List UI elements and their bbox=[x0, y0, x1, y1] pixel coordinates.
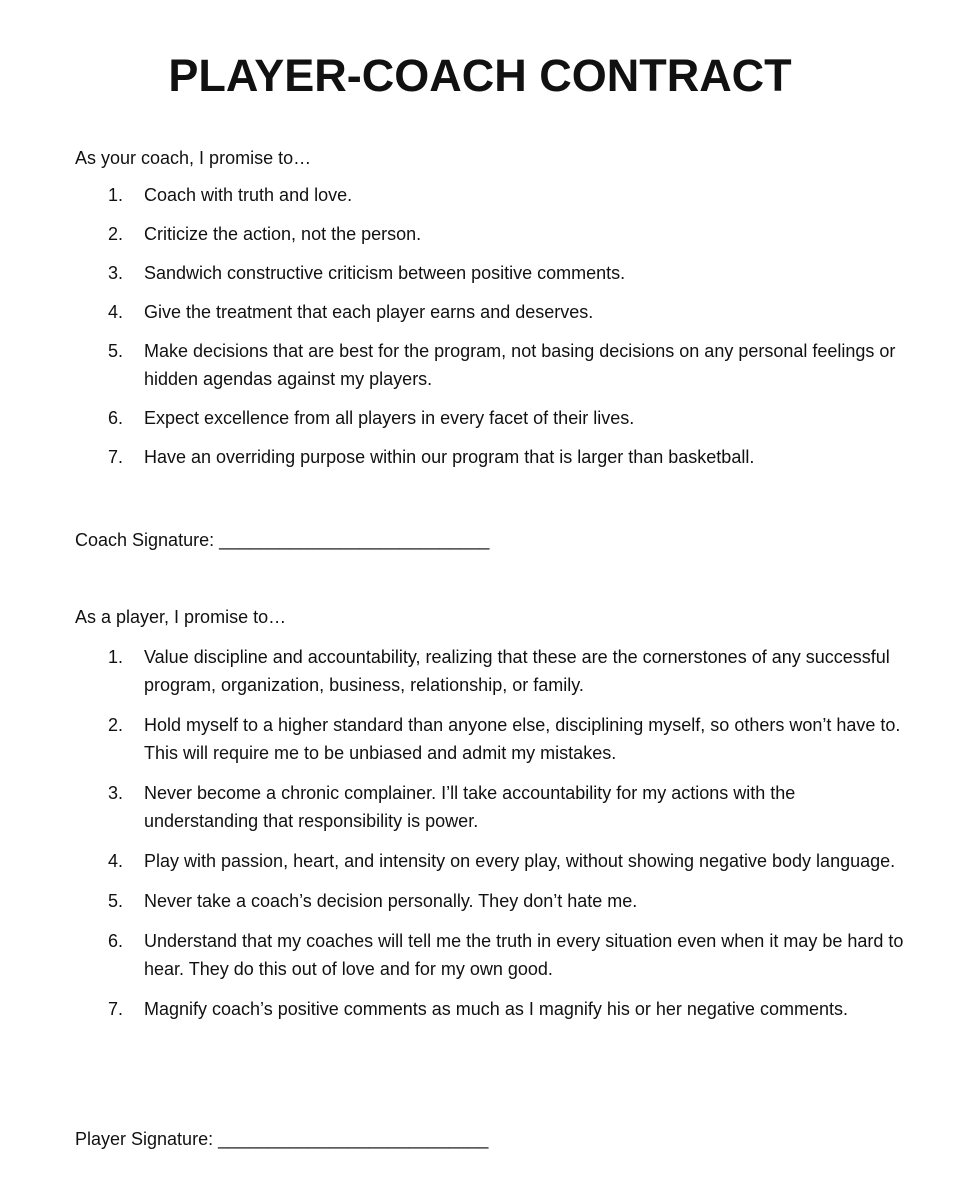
list-text: Never become a chronic complainer. I’ll take accountability for my actions with the understanding that responsibility is power. bbox=[144, 783, 796, 831]
list-text: Coach with truth and love. bbox=[144, 185, 353, 205]
list-item bbox=[108, 259, 908, 287]
list-item bbox=[108, 779, 908, 835]
list-item bbox=[108, 181, 908, 209]
list-text: Never take a coach’s decision personally. They don’t hate me. bbox=[144, 891, 638, 911]
list-item bbox=[108, 220, 908, 248]
list-number: 3. bbox=[108, 783, 124, 803]
list-text: Have an overriding purpose within our program that is larger than basketball. bbox=[144, 447, 755, 467]
list-number: 5. bbox=[108, 891, 124, 911]
list-item bbox=[108, 404, 908, 432]
list-number: 5. bbox=[108, 341, 124, 361]
coach-intro: As your coach, I promise to… bbox=[75, 148, 312, 168]
list-item bbox=[108, 927, 908, 983]
list-item bbox=[108, 995, 908, 1023]
list-number: 6. bbox=[108, 408, 124, 428]
list-item bbox=[108, 443, 908, 471]
list-item bbox=[108, 298, 908, 326]
list-text: Make decisions that are best for the program, not basing decisions on any personal feelings or hidden agendas against my players. bbox=[144, 341, 896, 389]
list-item bbox=[108, 887, 908, 915]
list-text: Play with passion, heart, and intensity on every play, without showing negative body language. bbox=[144, 851, 896, 871]
list-text: Value discipline and accountability, realizing that these are the cornerstones of any successful program, organization, business, relationship, or family. bbox=[144, 647, 890, 695]
list-text: Magnify coach’s positive comments as much as I magnify his or her negative comments. bbox=[144, 999, 848, 1019]
list-text: Give the treatment that each player earns and deserves. bbox=[144, 302, 594, 322]
list-item bbox=[108, 711, 908, 767]
coach-signature-line: Coach Signature: ___________________________ bbox=[75, 530, 490, 550]
list-number: 1. bbox=[108, 185, 124, 205]
coach-promise-list bbox=[108, 181, 908, 471]
list-item bbox=[108, 643, 908, 699]
list-text: Sandwich constructive criticism between positive comments. bbox=[144, 263, 626, 283]
list-item bbox=[108, 847, 908, 875]
list-number: 4. bbox=[108, 851, 124, 871]
list-number: 3. bbox=[108, 263, 124, 283]
player-intro: As a player, I promise to… bbox=[75, 607, 287, 627]
list-number: 1. bbox=[108, 647, 124, 667]
list-number: 7. bbox=[108, 447, 124, 467]
list-text: Understand that my coaches will tell me the truth in every situation even when it may be hard to hear. They do this out of love and for my own good. bbox=[144, 931, 904, 979]
player-signature-line: Player Signature: ___________________________ bbox=[75, 1129, 489, 1149]
list-item bbox=[108, 337, 908, 393]
list-number: 2. bbox=[108, 224, 124, 244]
list-number: 4. bbox=[108, 302, 124, 322]
list-number: 2. bbox=[108, 715, 124, 735]
player-promise-list bbox=[108, 643, 908, 1023]
list-text: Criticize the action, not the person. bbox=[144, 224, 422, 244]
list-text: Hold myself to a higher standard than anyone else, disciplining myself, so others won’t have to. This will require me to be unbiased and admit my mistakes. bbox=[144, 715, 901, 763]
list-number: 7. bbox=[108, 999, 124, 1019]
page-title: PLAYER-COACH CONTRACT bbox=[168, 50, 792, 101]
list-number: 6. bbox=[108, 931, 124, 951]
list-text: Expect excellence from all players in every facet of their lives. bbox=[144, 408, 635, 428]
